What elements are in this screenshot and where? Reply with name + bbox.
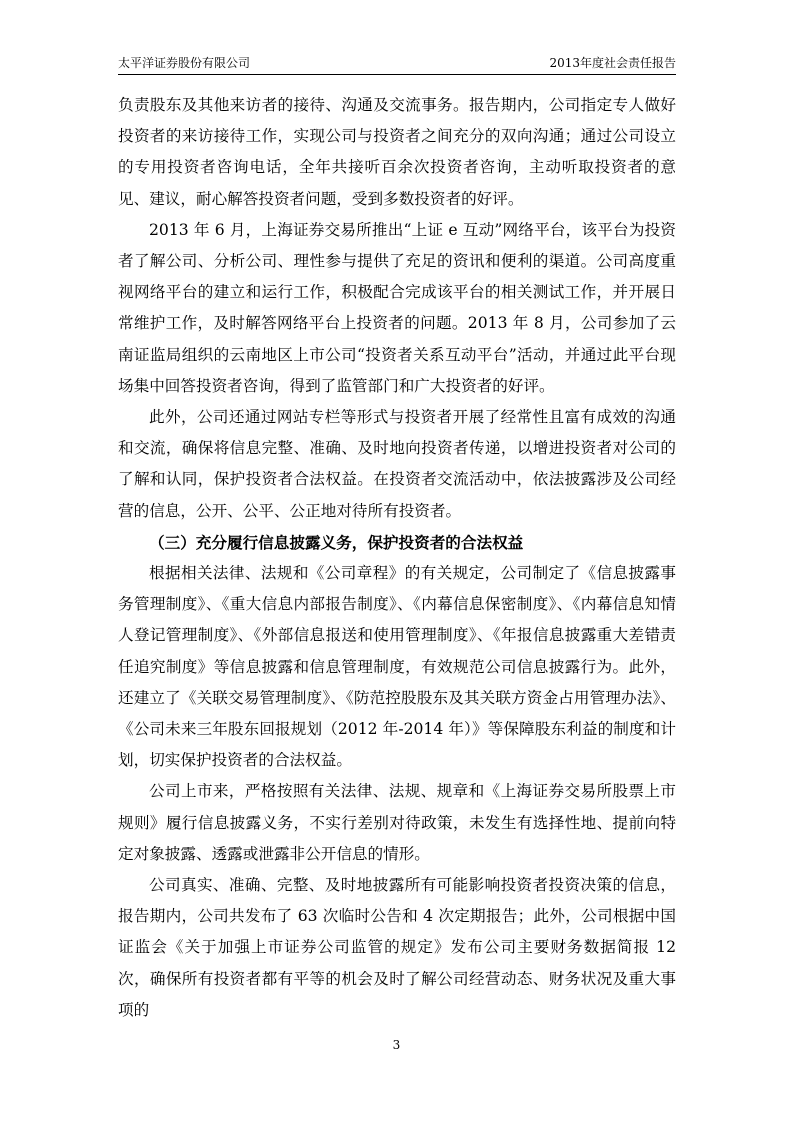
page-number: 3 — [392, 1038, 401, 1052]
header-company-name: 太平洋证券股份有限公司 — [118, 56, 251, 70]
paragraph-announcements: 公司真实、准确、完整、及时地披露所有可能影响投资者投资决策的信息，报告期内，公司共发布了 63 次临时公告和 4 次定期报告；此外，公司根据中国证监会《关于加强上市证券公司监管的规定》发布公司主要财务数据简报 12 次，确保所有投资者都有平等的机会及时了解公司经营动态、财务状况及重大事项的 — [118, 876, 676, 1019]
page-header — [118, 52, 676, 75]
paragraph-website-communication: 此外，公司还通过网站专栏等形式与投资者开展了经常性且富有成效的沟通和交流，确保将信息完整、准确、及时地向投资者传递，以增进投资者对公司的了解和认同，保护投资者合法权益。在投资者交流活动中，依法披露涉及公司经营的信息，公开、公平、公正地对待所有投资者。 — [118, 408, 676, 520]
paragraph-investor-reception: 负责股东及其他来访者的接待、沟通及交流事务。报告期内，公司指定专人做好投资者的来访接待工作，实现公司与投资者之间充分的双向沟通；通过公司设立的专用投资者咨询电话，全年共接听百余次投资者咨询，主动听取投资者的意见、建议，耐心解答投资者问题，受到多数投资者的好评。 — [118, 96, 676, 208]
header-report-title: 2013年度社会责任报告 — [549, 56, 676, 70]
paragraph-listing-compliance: 公司上市来，严格按照有关法律、法规、规章和《上海证券交易所股票上市规则》履行信息披露义务，不实行差别对待政策，未发生有选择性地、提前向特定对象披露、透露或泄露非公开信息的情形。 — [118, 782, 676, 863]
document-body — [118, 90, 676, 1026]
section-heading-disclosure: （三）充分履行信息披露义务，保护投资者的合法权益 — [149, 532, 524, 552]
paragraph-e-interaction-platform: 2013 年 6 月，上海证券交易所推出“上证 e 互动”网络平台，该平台为投资者了解公司、分析公司、理性参与提供了充足的资讯和便利的渠道。公司高度重视网络平台的建立和运行工作，积极配合完成该平台的相关测试工作，并开展日常维护工作，及时解答网络平台上投资者的问题。2013 年 8 月，公司参加了云南证监局组织的云南地区上市公司“投资者关系互动平台”活动，并通过此平台现场集中回答投资者咨询，得到了监管部门和广大投资者的好评。 — [118, 220, 676, 395]
paragraph-disclosure-rules: 根据相关法律、法规和《公司章程》的有关规定，公司制定了《信息披露事务管理制度》、《重大信息内部报告制度》、《内幕信息保密制度》、《内幕信息知情人登记管理制度》、《外部信息报送和使用管理制度》、《年报信息披露重大差错责任追究制度》等信息披露和信息管理制度，有效规范公司信息披露行为。此外，还建立了《关联交易管理制度》、《防范控股股东及其关联方资金占用管理办法》、《公司未来三年股东回报规划（2012 年-2014 年）》等保障股东利益的制度和计划，切实保护投资者的合法权益。 — [118, 564, 676, 770]
